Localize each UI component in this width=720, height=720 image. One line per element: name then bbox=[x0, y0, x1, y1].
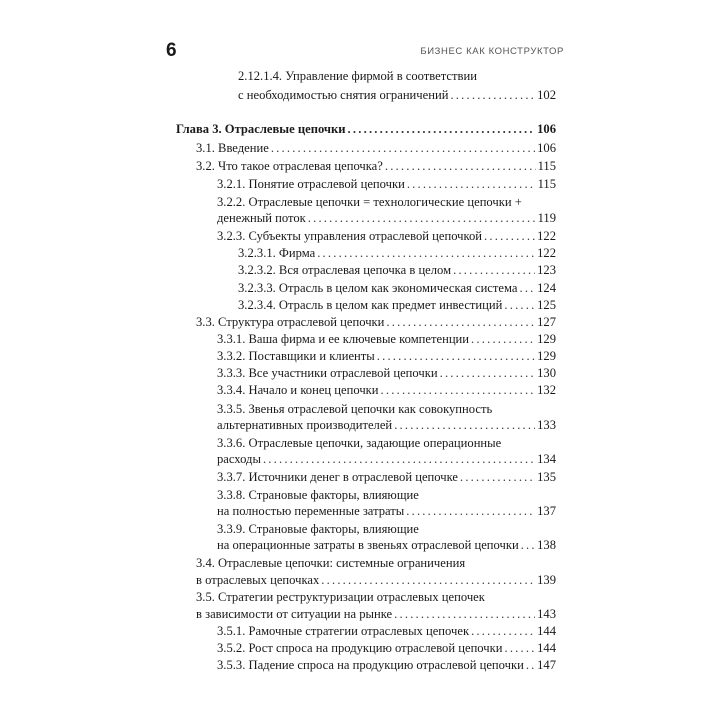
running-head: БИЗНЕС КАК КОНСТРУКТОР bbox=[420, 46, 564, 57]
toc-entry-title: Глава 3. Отраслевые цепочки bbox=[176, 122, 346, 136]
toc-entry bbox=[196, 571, 556, 589]
toc-entry-title: 3.3.1. Ваша фирма и ее ключевые компетенции bbox=[217, 332, 470, 346]
toc-entry-title: 3.2.3.3. Отрасль в целом как экономическая система bbox=[238, 281, 518, 295]
toc-entry-title: 3.3.8. Страновые факторы, влияющие bbox=[217, 488, 419, 502]
toc-dot-leader bbox=[471, 622, 535, 640]
toc-entry bbox=[217, 468, 556, 486]
toc-dot-leader bbox=[504, 639, 535, 657]
toc-entry-page: 122 bbox=[537, 229, 556, 243]
toc-entry-page: 143 bbox=[537, 607, 556, 621]
toc-dot-leader bbox=[471, 330, 535, 348]
toc-entry-title: в зависимости от ситуации на рынке bbox=[196, 607, 393, 621]
toc-entry-page: 106 bbox=[537, 122, 556, 136]
toc-entry bbox=[238, 244, 556, 262]
toc-entry-page: 144 bbox=[537, 624, 556, 638]
toc-entry bbox=[238, 279, 556, 297]
toc-entry-title: с необходимостью снятия ограничений bbox=[238, 88, 449, 102]
toc-entry-page: 135 bbox=[537, 470, 556, 484]
toc-dot-leader bbox=[406, 502, 535, 520]
toc-entry-page: 119 bbox=[537, 211, 556, 225]
toc-entry bbox=[238, 67, 477, 85]
toc-entry-title: 3.2.3.2. Вся отраслевая цепочка в целом bbox=[238, 263, 452, 277]
toc-entry bbox=[176, 120, 556, 138]
toc-entry-title: 3.2.3.4. Отрасль в целом как предмет инвестиций bbox=[238, 298, 503, 312]
toc-dot-leader bbox=[385, 157, 536, 175]
toc-entry-page: 129 bbox=[537, 349, 556, 363]
toc-dot-leader bbox=[521, 536, 535, 554]
toc-entry bbox=[217, 381, 556, 399]
toc-entry-title: 3.3.6. Отраслевые цепочки, задающие операционные bbox=[217, 436, 502, 450]
toc-entry-title: 3.5. Стратегии реструктуризации отраслевых цепочек bbox=[196, 590, 485, 604]
toc-entry-title: расходы bbox=[217, 452, 261, 466]
toc-dot-leader bbox=[519, 279, 535, 297]
toc-dot-leader bbox=[450, 86, 535, 104]
toc-entry-title: 3.5.2. Рост спроса на продукцию отраслевой цепочки bbox=[217, 641, 503, 655]
toc-dot-leader bbox=[321, 571, 535, 589]
toc-entry-page: 102 bbox=[537, 88, 556, 102]
toc-dot-leader bbox=[407, 175, 536, 193]
toc-entry bbox=[196, 313, 556, 331]
toc-entry-page: 134 bbox=[537, 452, 556, 466]
toc-entry-title: 3.2.3.1. Фирма bbox=[238, 246, 316, 260]
toc-entry-page: 129 bbox=[537, 332, 556, 346]
toc-entry bbox=[217, 416, 556, 434]
toc-dot-leader bbox=[460, 468, 535, 486]
toc-dot-leader bbox=[394, 605, 535, 623]
toc-entry-page: 127 bbox=[537, 315, 556, 329]
toc-entry-title: на операционные затраты в звеньях отраслевой цепочки bbox=[217, 538, 519, 552]
toc-entry-page: 138 bbox=[537, 538, 556, 552]
toc-dot-leader bbox=[440, 364, 536, 382]
toc-entry-page: 147 bbox=[537, 658, 556, 672]
toc-entry bbox=[238, 296, 556, 314]
toc-dot-leader bbox=[377, 347, 535, 365]
toc-entry-title: 3.3.3. Все участники отраслевой цепочки bbox=[217, 366, 438, 380]
toc-dot-leader bbox=[308, 209, 536, 227]
toc-entry-title: альтернативных производителей bbox=[217, 418, 393, 432]
toc-entry bbox=[217, 450, 556, 468]
toc-entry-page: 137 bbox=[537, 504, 556, 518]
toc-entry-title: 3.5.3. Падение спроса на продукцию отраслевой цепочки bbox=[217, 658, 524, 672]
toc-entry bbox=[217, 227, 556, 245]
toc-entry-title: 3.5.1. Рамочные стратегии отраслевых цепочек bbox=[217, 624, 470, 638]
toc-entry bbox=[238, 261, 556, 279]
toc-entry-title: 3.3.4. Начало и конец цепочки bbox=[217, 383, 379, 397]
toc-entry-page: 130 bbox=[537, 366, 556, 380]
toc-entry bbox=[217, 656, 556, 674]
toc-entry-page: 115 bbox=[537, 159, 556, 173]
toc-entry-page: 144 bbox=[537, 641, 556, 655]
toc-entry-title: 3.2.3. Субъекты управления отраслевой цепочкой bbox=[217, 229, 483, 243]
toc-dot-leader bbox=[317, 244, 535, 262]
toc-entry-title: 3.1. Введение bbox=[196, 141, 269, 155]
toc-dot-leader bbox=[504, 296, 535, 314]
toc-entry-title: в отраслевых цепочках bbox=[196, 573, 320, 587]
toc-entry-page: 132 bbox=[537, 383, 556, 397]
toc-dot-leader bbox=[453, 261, 535, 279]
toc-entry-title: 3.2.2. Отраслевые цепочки = технологические цепочки + bbox=[217, 195, 522, 209]
toc-entry-title: 3.2. Что такое отраслевая цепочка? bbox=[196, 159, 383, 173]
toc-dot-leader bbox=[381, 381, 536, 399]
toc-dot-leader bbox=[394, 416, 535, 434]
toc-entry bbox=[196, 139, 556, 157]
toc-entry-title: 3.2.1. Понятие отраслевой цепочки bbox=[217, 177, 405, 191]
toc-entry-page: 124 bbox=[537, 281, 556, 295]
toc-entry-title: 3.3.7. Источники денег в отраслевой цепочке bbox=[217, 470, 458, 484]
toc-entry-title: на полностью переменные затраты bbox=[217, 504, 405, 518]
toc-entry-title: денежный поток bbox=[217, 211, 306, 225]
toc-entry bbox=[217, 364, 556, 382]
toc-entry-page: 122 bbox=[537, 246, 556, 260]
toc-entry-page: 115 bbox=[537, 177, 556, 191]
toc-entry-title: 2.12.1.4. Управление фирмой в соответствии bbox=[238, 69, 477, 83]
toc-entry-page: 125 bbox=[537, 298, 556, 312]
toc-entry bbox=[217, 330, 556, 348]
toc-entry bbox=[238, 86, 556, 104]
page-number: 6 bbox=[166, 40, 177, 61]
toc-dot-leader bbox=[484, 227, 535, 245]
toc-entry bbox=[217, 622, 556, 640]
toc-entry bbox=[217, 639, 556, 657]
toc-dot-leader bbox=[526, 656, 535, 674]
toc-entry bbox=[217, 536, 556, 554]
toc-entry bbox=[217, 175, 556, 193]
toc-dot-leader bbox=[348, 120, 536, 138]
toc-dot-leader bbox=[271, 139, 535, 157]
toc-entry bbox=[196, 605, 556, 623]
toc-entry-page: 133 bbox=[537, 418, 556, 432]
toc-entry-title: 3.3.2. Поставщики и клиенты bbox=[217, 349, 375, 363]
toc-dot-leader bbox=[263, 450, 535, 468]
toc-entry-title: 3.3.5. Звенья отраслевой цепочки как совокупность bbox=[217, 402, 493, 416]
toc-entry bbox=[217, 209, 556, 227]
toc-entry-title: 3.3.9. Страновые факторы, влияющие bbox=[217, 522, 419, 536]
toc-entry-title: 3.3. Структура отраслевой цепочки bbox=[196, 315, 385, 329]
toc-entry bbox=[196, 588, 485, 606]
toc-entry bbox=[217, 502, 556, 520]
toc-entry bbox=[196, 554, 465, 572]
toc-entry-title: 3.4. Отраслевые цепочки: системные ограничения bbox=[196, 556, 466, 570]
toc-entry bbox=[196, 157, 556, 175]
toc-entry bbox=[217, 347, 556, 365]
toc-entry-page: 123 bbox=[537, 263, 556, 277]
toc-entry-page: 139 bbox=[537, 573, 556, 587]
toc-dot-leader bbox=[386, 313, 535, 331]
toc-entry-page: 106 bbox=[537, 141, 556, 155]
